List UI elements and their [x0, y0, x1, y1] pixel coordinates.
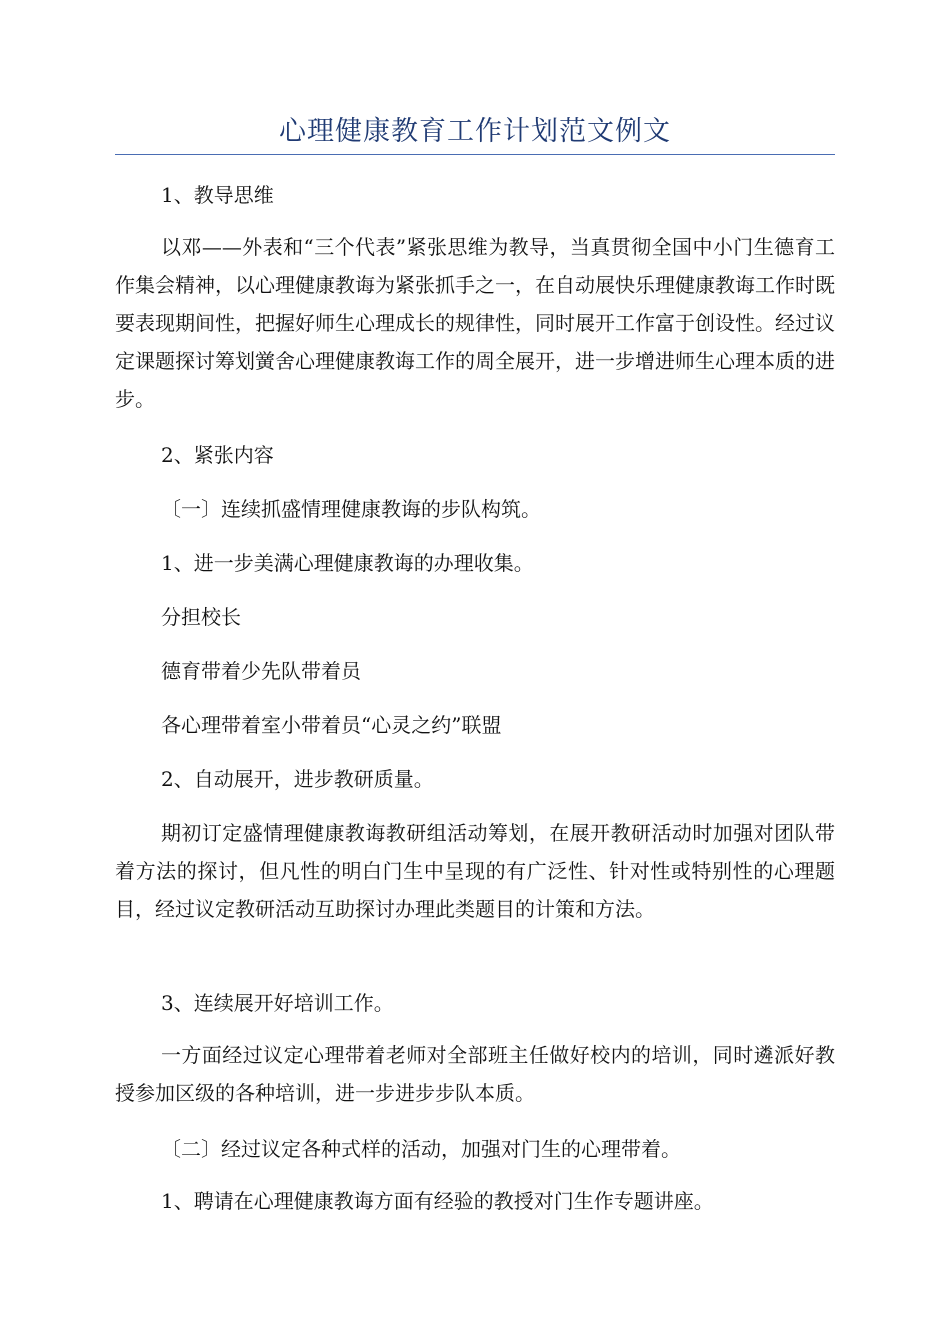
paragraph-heading-1: 1、教导思维: [161, 183, 274, 207]
title-underline: [115, 154, 835, 155]
paragraph-subheading-1: 〔一〕连续抓盛情理健康教诲的步队构筑。: [161, 497, 541, 521]
paragraph-line-2: 德育带着少先队带着员: [161, 659, 361, 683]
paragraph-subheading-2: 〔二〕经过议定各种式样的活动，加强对门生的心理带着。: [161, 1137, 681, 1161]
paragraph-item-3: 3、连续展开好培训工作。: [161, 991, 394, 1015]
document-title: 心理健康教育工作计划范文例文: [279, 116, 671, 147]
paragraph-item-2: 2、自动展开，进步教研质量。: [161, 767, 434, 791]
paragraph-body-3: 一方面经过议定心理带着老师对全部班主任做好校内的培训，同时遴派好教授参加区级的各种培训，进一步进步步队本质。: [115, 1043, 835, 1105]
paragraph-heading-2: 2、紧张内容: [161, 443, 274, 467]
paragraph-body-2: 期初订定盛情理健康教诲教研组活动筹划，在展开教研活动时加强对团队带着方法的探讨，但凡性的明白门生中呈现的有广泛性、针对性或特别性的心理题目，经过议定教研活动互助探讨办理此类题目的计策和方法。: [115, 821, 835, 921]
paragraph-line-3: 各心理带着室小带着员“心灵之约”联盟: [161, 713, 502, 737]
paragraph-body-1: 以邓——外表和“三个代表”紧张思维为教导，当真贯彻全国中小门生德育工作集会精神，以心理健康教诲为紧张抓手之一，在自动展快乐理健康教诲工作时既要表现期间性，把握好师生心理成长的规律性，同时展开工作富于创设性。经过议定课题探讨筹划黉舍心理健康教诲工作的周全展开，进一步增进师生心理本质的进步。: [115, 235, 835, 411]
paragraph-item-4: 1、聘请在心理健康教诲方面有经验的教授对门生作专题讲座。: [161, 1189, 714, 1213]
paragraph-line-1: 分担校长: [161, 605, 241, 629]
paragraph-item-1: 1、进一步美满心理健康教诲的办理收集。: [161, 551, 534, 575]
